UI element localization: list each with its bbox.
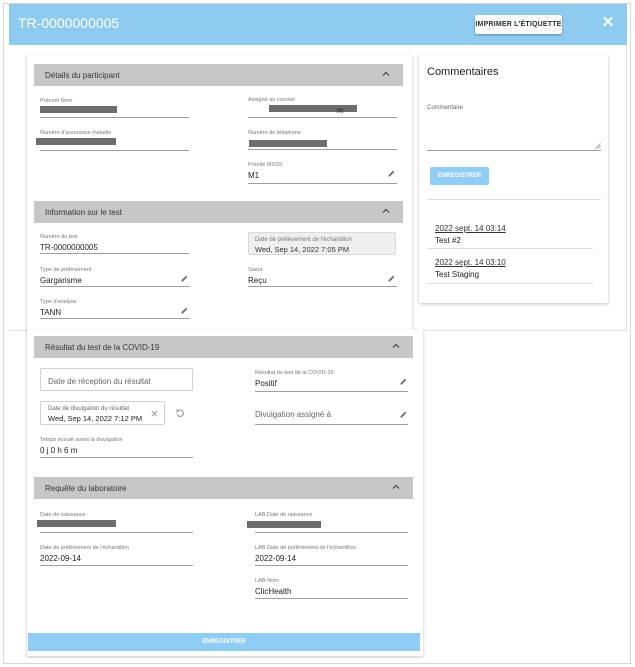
field-value: Wed, Sep 14, 2022 7:12 PM xyxy=(48,414,143,423)
field-label: Commentaire xyxy=(427,105,464,111)
field-label: LAB Date de naissance xyxy=(255,512,313,518)
pencil-icon[interactable] xyxy=(387,274,396,283)
modal-title: TR-0000000005 xyxy=(18,15,120,31)
field-label: Assigné au courriel xyxy=(248,97,295,103)
redacted-value xyxy=(40,106,117,113)
divider xyxy=(427,199,601,200)
lab-birth-date-field[interactable] xyxy=(255,512,408,533)
field-value: M1 xyxy=(248,171,260,180)
underline xyxy=(248,183,397,184)
sample-type-field[interactable] xyxy=(40,267,190,287)
chevron-up-icon[interactable] xyxy=(391,341,401,351)
underline xyxy=(40,253,189,254)
comment-date[interactable]: 2022 sept. 14 03:10 xyxy=(435,258,506,267)
underline xyxy=(255,565,408,566)
field-label: Numéro du test xyxy=(40,234,78,240)
field-label: Prénom Nom xyxy=(40,98,73,104)
undo-icon[interactable] xyxy=(175,408,185,418)
divider xyxy=(626,45,627,330)
field-label: Date de prélèvement de l'échantillon xyxy=(255,237,352,243)
section-title: Détails du participant xyxy=(45,71,120,80)
lab-sample-date-field[interactable] xyxy=(255,545,408,566)
section-title: Information sur le test xyxy=(45,208,122,217)
print-label-button[interactable]: IMPRIMER L'ÉTIQUETTE xyxy=(475,15,562,34)
field-value: ClicHealth xyxy=(255,587,292,596)
analysis-type-field[interactable] xyxy=(40,299,190,319)
field-label: Statut xyxy=(248,267,263,273)
redacted-value xyxy=(247,521,321,528)
field-label: Temps écoulé avant la divulgation xyxy=(40,437,123,443)
underline xyxy=(248,149,397,150)
underline xyxy=(248,286,397,287)
clear-icon[interactable] xyxy=(151,410,158,417)
field-label: Numéro d'assurance maladie xyxy=(40,130,112,136)
close-icon[interactable]: ✕ xyxy=(601,14,615,31)
assigned-email-field[interactable] xyxy=(248,97,397,118)
chevron-up-icon[interactable] xyxy=(391,482,401,492)
field-value: 2022-09-14 xyxy=(255,554,296,563)
underline xyxy=(255,424,408,425)
save-button[interactable]: ENREGISTRER xyxy=(28,633,420,651)
underline xyxy=(40,318,190,319)
sample-date-lab-field[interactable] xyxy=(40,545,193,566)
comments-title: Commentaires xyxy=(427,66,499,78)
field-label: LAB-Nom xyxy=(255,578,279,584)
covid-result-field[interactable] xyxy=(255,370,408,392)
field-label: Priorité MSSS xyxy=(248,162,283,168)
pencil-icon[interactable] xyxy=(180,274,189,283)
field-value: Gargarisme xyxy=(40,276,82,285)
field-label: Date de prélèvement de l'échantillon xyxy=(40,545,129,551)
redacted-value xyxy=(37,520,116,527)
field-value: Wed, Sep 14, 2022 7:05 PM xyxy=(255,245,350,254)
underline xyxy=(40,565,193,566)
chevron-up-icon[interactable] xyxy=(381,206,391,216)
chevron-up-icon[interactable] xyxy=(381,69,391,79)
lab-name-field[interactable] xyxy=(255,578,408,599)
field-label: Numéro de téléphone xyxy=(248,130,301,136)
underline xyxy=(40,117,189,118)
pencil-icon[interactable] xyxy=(180,306,189,315)
section-title: Résultat du test de la COVID-19 xyxy=(45,343,160,352)
underline xyxy=(40,532,193,533)
field-label: LAB Date de prélèvement de l'échantillon xyxy=(255,545,356,551)
underline xyxy=(255,598,408,599)
birth-date-field[interactable] xyxy=(40,512,193,533)
sample-date-field xyxy=(248,232,396,255)
field-value: Reçu xyxy=(248,276,267,285)
field-label: Date de naissance xyxy=(40,512,86,518)
status-field[interactable] xyxy=(248,267,397,287)
field-value: 2022-09-14 xyxy=(40,554,81,563)
field-value: TANN xyxy=(40,308,62,317)
priority-field[interactable] xyxy=(248,162,397,184)
section-title: Requête du laboratoire xyxy=(45,484,127,493)
health-insurance-field[interactable] xyxy=(40,130,189,151)
result-section-header[interactable] xyxy=(34,336,413,358)
divider xyxy=(427,248,593,249)
pencil-icon[interactable] xyxy=(399,377,408,386)
field-value: 0 j 0 h 6 m xyxy=(40,446,78,455)
redacted-value xyxy=(249,140,327,147)
elapsed-time-field xyxy=(40,437,193,458)
lab-section-header[interactable] xyxy=(34,477,413,499)
field-label: Date de divulgation du résultat xyxy=(48,406,130,412)
phone-field[interactable] xyxy=(248,130,397,150)
disclosure-assigned-field[interactable] xyxy=(255,406,408,425)
field-label: Type de prélèvement xyxy=(40,267,92,273)
field-value: m xyxy=(337,106,344,115)
underline xyxy=(255,391,408,392)
save-comment-button[interactable]: ENREGISTRER xyxy=(430,167,489,185)
comment-date[interactable]: 2022 sept. 14 03:14 xyxy=(435,224,506,233)
underline xyxy=(40,286,190,287)
test-info-section-header[interactable] xyxy=(34,201,403,223)
underline xyxy=(255,532,408,533)
underline xyxy=(427,150,601,151)
field-label: Résultat du test de la COVID-19 xyxy=(255,370,334,376)
field-value: TR-0000000005 xyxy=(40,243,98,252)
modal-header xyxy=(9,4,627,45)
field-label: Type d'analyse xyxy=(40,299,77,305)
underline xyxy=(40,457,193,458)
placeholder: Date de réception du résultat xyxy=(48,377,151,386)
reception-date-input[interactable] xyxy=(40,368,193,391)
underline xyxy=(248,117,397,118)
name-field[interactable] xyxy=(40,98,189,118)
pencil-icon[interactable] xyxy=(387,169,396,178)
comment-input[interactable] xyxy=(427,105,601,151)
divider xyxy=(427,283,593,284)
pencil-icon[interactable] xyxy=(399,410,408,419)
field-value: Positif xyxy=(255,379,277,388)
underline xyxy=(40,150,189,151)
disclosure-date-input[interactable] xyxy=(40,401,165,425)
placeholder: Divulgation assigné à xyxy=(255,410,332,419)
resize-handle-icon[interactable] xyxy=(595,143,601,149)
comment-text: Test #2 xyxy=(435,236,461,245)
comment-text: Test Staging xyxy=(435,270,480,279)
test-number-field[interactable] xyxy=(40,234,189,254)
participant-section-header[interactable] xyxy=(34,64,403,86)
redacted-value xyxy=(36,138,116,145)
